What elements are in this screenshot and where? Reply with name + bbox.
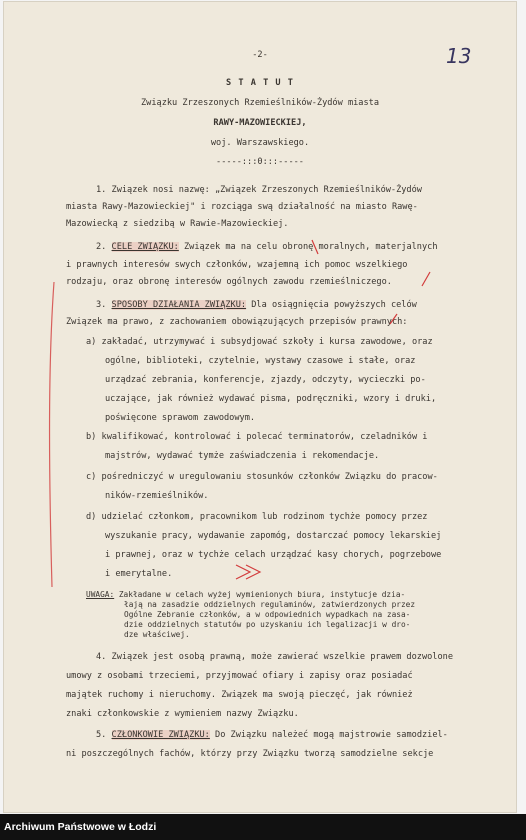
margin-bracket-mark — [50, 282, 54, 587]
archive-watermark: Archiwum Państwowe w Łodzi — [4, 821, 157, 833]
item-d-line-2: wyszukanie pracy, wydawanie zapomóg, dostarczać pomocy lekarskiej — [105, 531, 442, 541]
paragraph-1-line-3: Mazowiecką z siedzibą w Rawie-Mazowieckiej. — [66, 219, 289, 229]
note-line-5: dze właściwej. — [124, 630, 190, 639]
item-a-line-3: urządzać zebrania, konferencje, zjazdy, odczyty, wycieczki po- — [105, 375, 426, 385]
document-title: S T A T U T — [226, 78, 294, 88]
tick-mark — [422, 272, 430, 286]
handwritten-page-number: 13 — [446, 44, 472, 68]
paragraph-5-number: 5. — [96, 730, 107, 740]
paragraph-3-heading: SPOSOBY DZIAŁANIA ZWIĄZKU: — [111, 300, 247, 310]
item-d-line-4: i emerytalne. — [105, 569, 173, 579]
paragraph-1-line-2: miasta Rawy-Mazowieckiej" i rozciąga swą działalność na miasto Rawę- — [66, 202, 418, 212]
paragraph-2-line-2: i prawnych interesów swych członków, wzajemną ich pomoc wszelkiego — [66, 260, 408, 270]
paragraph-5-heading: CZŁONKOWIE ZWIĄZKU: — [111, 730, 210, 740]
subtitle-line-3: woj. Warszawskiego. — [210, 138, 310, 148]
item-b-line-1: b) kwalifikować, kontrolować i polecać terminatorów, czeladników i — [86, 432, 428, 442]
red-pencil-marks — [4, 2, 516, 812]
paragraph-4-line-3: majątek ruchomy i nieruchomy. Związek ma swoją pieczęć, jak również — [66, 690, 413, 700]
paragraph-5-line-2: ni poszczególnych fachów, którzy przy Związku tworzą samodzielne sekcje — [66, 749, 434, 759]
subtitle-line-1: Związku Zrzeszonych Rzemieślników-Żydów miasta — [141, 98, 379, 108]
divider: -----:::0:::----- — [216, 157, 304, 167]
item-a-line-2: ogólne, biblioteki, czytelnie, wystawy czasowe i stałe, oraz — [105, 356, 416, 366]
note-line-3: Ogólne Zebranie członków, a w odpowiednich wypadkach na zasa- — [124, 610, 411, 619]
paragraph-3-first-rest: Dla osiągnięcia powyższych celów — [246, 300, 417, 310]
subtitle-line-2: RAWY-MAZOWIECKIEJ, — [213, 118, 307, 128]
paragraph-5-first-rest: Do Związku należeć mogą majstrowie samodziel- — [209, 730, 448, 740]
paragraph-2-first-rest: Związek ma na celu obronę moralnych, materjalnych — [178, 242, 438, 252]
paragraph-4-line-1: 4. Związek jest osobą prawną, może zawierać wszelkie prawem dozwolone — [96, 652, 453, 662]
paragraph-3-line-2: Związek ma prawo, z zachowaniem obowiązujących przepisów prawnych: — [66, 317, 408, 327]
item-a-line-5: poświęcone sprawom zawodowym. — [105, 413, 256, 423]
note-first-rest: Zakładane w celach wyżej wymienionych biura, instytucje dzia- — [114, 590, 406, 599]
archive-footer-bar — [0, 814, 526, 840]
item-c-line-2: ników-rzemieślników. — [105, 491, 209, 501]
item-c-line-1: c) pośredniczyć w uregulowaniu stosunków członków Związku do pracow- — [86, 472, 438, 482]
paragraph-3-number: 3. — [96, 300, 107, 310]
paragraph-2-line-3: rodzaju, oraz obronę interesów ogólnych zawodu rzemieślniczego. — [66, 277, 392, 287]
document-page — [4, 2, 516, 812]
arrow-mark — [236, 565, 260, 579]
paragraph-1-line-1: 1. Związek nosi nazwę: „Związek Zrzeszonych Rzemieślników-Żydów — [96, 185, 422, 195]
paragraph-4-line-2: umowy z osobami trzeciemi, przyjmować ofiary i zapisy oraz posiadać — [66, 671, 413, 681]
item-d-line-1: d) udzielać członkom, pracownikom lub rodzinom tychże pomocy przez — [86, 512, 428, 522]
paragraph-4-line-4: znaki członkowskie z wymieniem nazwy Związku. — [66, 709, 299, 719]
note-line-4: dzie oddzielnych statutów po uzyskaniu ich legalizacji w dro- — [124, 620, 411, 629]
paragraph-2-number: 2. — [96, 242, 107, 252]
item-a-line-4: uczające, jak również wydawać pisma, podręczniki, wzory i druki, — [105, 394, 437, 404]
page-marker: -2- — [252, 50, 268, 60]
tick-mark — [312, 240, 318, 254]
paragraph-2-heading: CELE ZWIĄZKU: — [111, 242, 179, 252]
item-d-line-3: i prawnej, oraz w tychże celach urządzać kasy chorych, pogrzebowe — [105, 550, 442, 560]
tick-mark — [390, 314, 397, 324]
item-b-line-2: majstrów, wydawać tymże zaświadczenia i rekomendacje. — [105, 451, 380, 461]
item-a-line-1: a) zakładać, utrzymywać i subsydjować szkoły i kursa zawodowe, oraz — [86, 337, 433, 347]
note-label: UWAGA: — [86, 590, 115, 599]
note-line-2: łają na zasadzie oddzielnych regulaminów, zatwierdzonych przez — [124, 600, 416, 609]
